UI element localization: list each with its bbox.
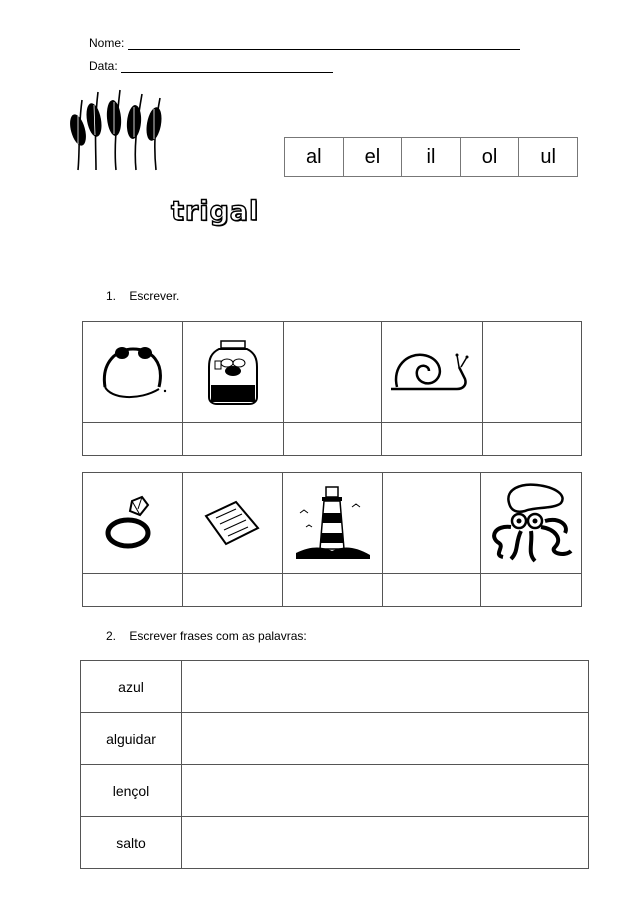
exercise1-number: 1. bbox=[106, 289, 117, 303]
date-blank-line[interactable] bbox=[121, 61, 333, 73]
name-label: Nome: bbox=[89, 36, 125, 50]
sentence-word: alguidar bbox=[81, 713, 182, 765]
paper-sheet-icon bbox=[202, 498, 262, 548]
sentence-table bbox=[80, 660, 589, 869]
answer-cell[interactable] bbox=[382, 423, 483, 456]
exercise2-heading bbox=[106, 629, 307, 643]
answer-cell[interactable] bbox=[183, 423, 283, 456]
picture-cell bbox=[182, 473, 282, 574]
picture-grid-2 bbox=[82, 472, 582, 607]
answer-cell[interactable] bbox=[83, 574, 183, 607]
picture-cell bbox=[481, 473, 582, 574]
exercise2-number: 2. bbox=[106, 629, 117, 643]
sentence-answer-cell[interactable] bbox=[182, 817, 589, 869]
exercise2-instruction: Escrever frases com as palavras: bbox=[129, 629, 307, 643]
bee-jar-icon bbox=[203, 337, 263, 407]
syllable-table bbox=[284, 137, 578, 177]
answer-cell[interactable] bbox=[83, 423, 183, 456]
sentence-word: lençol bbox=[81, 765, 182, 817]
sentence-answer-cell[interactable] bbox=[182, 765, 589, 817]
syllable-cell: il bbox=[402, 138, 461, 177]
answer-cell[interactable] bbox=[481, 574, 582, 607]
exercise1-instruction: Escrever. bbox=[129, 289, 180, 303]
snail-icon bbox=[387, 347, 477, 397]
picture-grid-1 bbox=[82, 321, 582, 456]
syllable-cell: ul bbox=[519, 138, 578, 177]
headphones-icon bbox=[95, 337, 171, 407]
title-word: trigal bbox=[171, 196, 260, 227]
picture-cell bbox=[83, 322, 183, 423]
picture-cell-empty bbox=[483, 322, 582, 423]
name-field bbox=[89, 36, 520, 50]
sentence-word: salto bbox=[81, 817, 182, 869]
date-field bbox=[89, 59, 333, 73]
ring-icon bbox=[102, 493, 162, 553]
picture-cell bbox=[282, 473, 382, 574]
wheat-icon bbox=[64, 80, 174, 172]
picture-cell bbox=[382, 322, 483, 423]
syllable-cell: al bbox=[285, 138, 344, 177]
sentence-answer-cell[interactable] bbox=[182, 713, 589, 765]
picture-cell-empty bbox=[383, 473, 481, 574]
lighthouse-icon bbox=[292, 483, 372, 563]
sentence-answer-cell[interactable] bbox=[182, 661, 589, 713]
sentence-word: azul bbox=[81, 661, 182, 713]
octopus-icon bbox=[485, 481, 577, 565]
answer-cell[interactable] bbox=[383, 574, 481, 607]
exercise1-heading bbox=[106, 289, 179, 303]
answer-cell[interactable] bbox=[182, 574, 282, 607]
date-label: Data: bbox=[89, 59, 118, 73]
picture-cell-empty bbox=[283, 322, 382, 423]
syllable-cell: ol bbox=[460, 138, 519, 177]
picture-cell bbox=[83, 473, 183, 574]
answer-cell[interactable] bbox=[282, 574, 382, 607]
answer-cell[interactable] bbox=[483, 423, 582, 456]
picture-cell bbox=[183, 322, 283, 423]
answer-cell[interactable] bbox=[283, 423, 382, 456]
syllable-cell: el bbox=[343, 138, 402, 177]
name-blank-line[interactable] bbox=[128, 38, 520, 50]
